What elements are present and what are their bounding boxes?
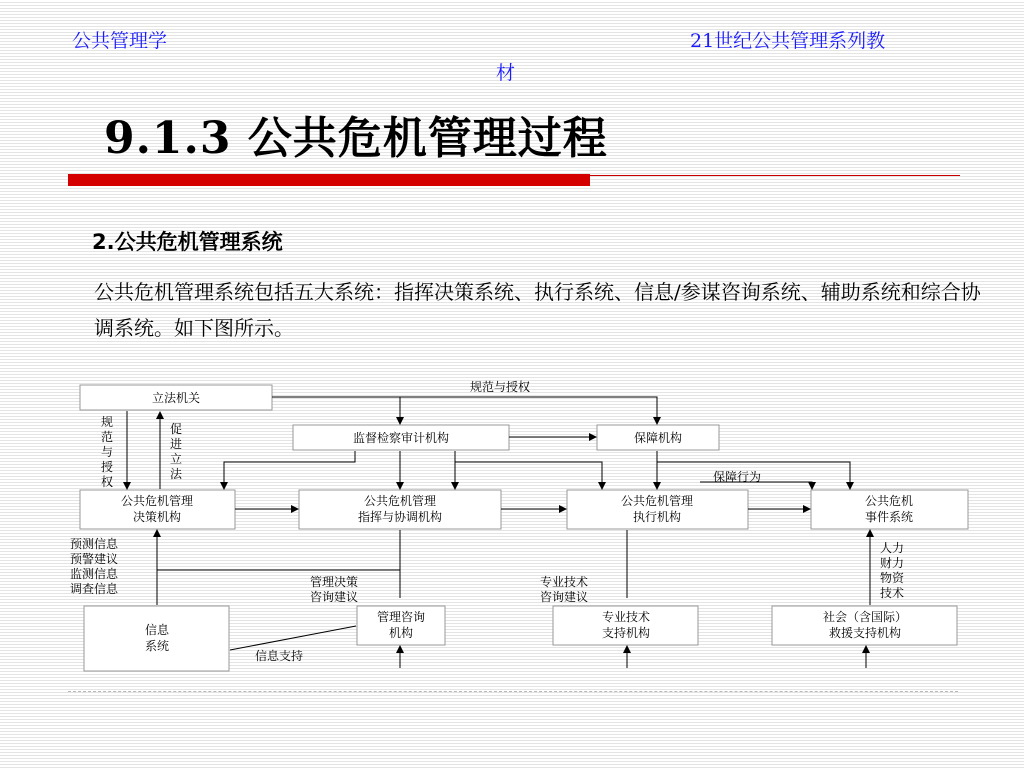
regulate-vertical-5: 权: [101, 475, 114, 489]
regulate-vertical-4: 授: [101, 460, 114, 474]
command-label-1: 公共危机管理: [363, 494, 437, 508]
event-system-label-2: 事件系统: [864, 510, 914, 524]
section-subheading: 2.公共危机管理系统: [92, 230, 283, 254]
info-list-4: 调查信息: [70, 582, 119, 596]
slide-title: 9.1.3 公共危机管理过程: [104, 113, 608, 164]
info-list-2: 预警建议: [70, 552, 119, 566]
header-left: 公共管理学: [72, 30, 168, 52]
command-label-2: 指挥与协调机构: [357, 510, 443, 524]
decision-label-1: 公共危机管理: [120, 494, 194, 508]
info-list-1: 预测信息: [70, 537, 119, 551]
legislature-label: 立法机关: [151, 391, 201, 405]
regulate-authorize-label: 规范与授权: [470, 380, 531, 394]
footer-divider: [68, 691, 958, 692]
resources-4: 技术: [880, 586, 905, 600]
tech-advice-2: 咨询建议: [540, 590, 589, 604]
regulate-vertical-1: 规: [101, 415, 114, 429]
tech-support-label-2: 支持机构: [601, 626, 651, 640]
promote-vertical-3: 立: [170, 452, 183, 466]
execution-label-2: 执行机构: [632, 510, 682, 524]
info-system-label-1: 信息: [144, 623, 170, 637]
resources-1: 人力: [880, 541, 905, 555]
body-paragraph: 公共危机管理系统包括五大系统：指挥决策系统、执行系统、信息/参谋咨询系统、辅助系统和综合协调系统。如下图所示。: [94, 280, 981, 340]
header-right: 21世纪公共管理系列教: [690, 30, 886, 52]
regulate-vertical-3: 与: [101, 445, 114, 459]
supervision-label: 监督检察审计机构: [352, 431, 450, 445]
regulate-vertical-2: 范: [101, 430, 114, 444]
resources-3: 物资: [880, 571, 905, 585]
consult-label-2: 机构: [388, 626, 414, 640]
social-aid-label-1: 社会（含国际）: [822, 610, 908, 624]
promote-vertical-4: 法: [170, 467, 183, 481]
mgmt-advice-1: 管理决策: [310, 575, 359, 589]
mgmt-advice-2: 咨询建议: [310, 590, 359, 604]
guarantee-label: 保障机构: [633, 431, 683, 445]
tech-advice-1: 专业技术: [540, 575, 589, 589]
social-aid-label-2: 救援支持机构: [828, 626, 902, 640]
promote-vertical-2: 进: [170, 437, 183, 451]
execution-label-1: 公共危机管理: [620, 494, 694, 508]
info-system-label-2: 系统: [144, 639, 170, 653]
consult-label-1: 管理咨询: [376, 610, 426, 624]
info-support-label: 信息支持: [255, 649, 304, 663]
decision-label-2: 决策机构: [132, 510, 182, 524]
guarantee-action-label: 保障行为: [713, 470, 762, 484]
promote-vertical-1: 促: [170, 422, 183, 436]
tech-support-label-1: 专业技术: [601, 610, 651, 624]
resources-2: 财力: [880, 556, 905, 570]
info-list-3: 监测信息: [70, 567, 119, 581]
header-right-wrap: 材: [496, 62, 516, 84]
event-system-label-1: 公共危机: [864, 494, 914, 508]
